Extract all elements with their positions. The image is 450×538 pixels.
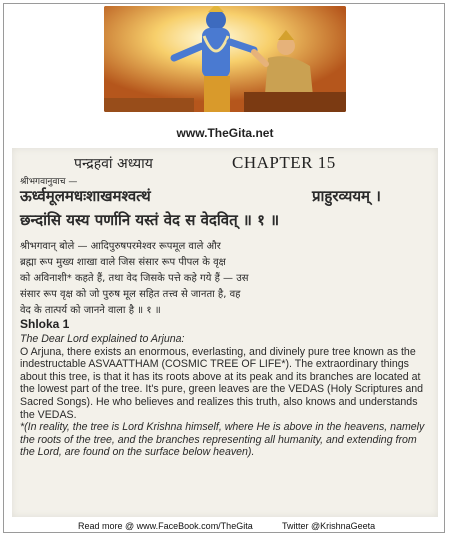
chariot-scene-illustration [104, 6, 346, 112]
translation-line: को अविनाशी* कहते हैं, तथा वेद जिसके पत्ते कहे गये हैं — उस [20, 273, 249, 284]
site-url[interactable]: www.TheGita.net [176, 126, 274, 140]
chapter-heading [12, 152, 438, 172]
translation-line: संसार रूप वृक्ष को जो पुरुष मूल सहित तत्त्व से जानता है, वह [20, 289, 241, 300]
chapter-title-english: CHAPTER 15 [232, 153, 336, 172]
verse-line-1: ऊर्ध्वमूलमधःशाखमश्वत्थं [20, 187, 151, 205]
facebook-link[interactable]: Read more @ www.FaceBook.com/TheGita [78, 521, 253, 531]
speaker-label: श्रीभगवानुवाच — [20, 177, 78, 187]
translation-line: श्रीभगवान् बोले — आदिपुरुषपरमेश्वर रूपमूल वाले और [20, 241, 221, 252]
english-commentary [20, 333, 434, 459]
shloka-label: Shloka 1 [20, 317, 70, 331]
footnote-paragraph: *(In reality, the tree is Lord Krishna himself, where He is above in the heavens, namely the roots of the tree, and the branches representing all humanity, and extending from the Lord, are found on the surface below heaven). [20, 421, 425, 459]
scripture-page [12, 148, 438, 517]
krishna-arjuna-image [104, 6, 346, 112]
translation-line: ब्रह्मा रूप मुख्य शाखा वाले जिस संसार रूप पीपल के वृक्ष [20, 257, 226, 268]
verse-line-1-end: प्राहुरव्ययम् । [312, 187, 381, 205]
translation-line: वेद के तात्पर्य को जानने वाला है ॥ १ ॥ [20, 305, 161, 316]
lead-line: The Dear Lord explained to Arjuna: [20, 333, 185, 345]
twitter-link[interactable]: Twitter @KrishnaGeeta [282, 521, 376, 531]
footer [0, 521, 450, 535]
verse-line-2: छन्दांसि यस्य पर्णानि यस्तं वेद स वेदवित् ॥ १ ॥ [20, 211, 280, 229]
chapter-title-hindi: पन्द्रहवां अध्याय [74, 156, 153, 172]
body-paragraph: O Arjuna, there exists an enormous, everlasting, and divinely pure tree known as the indestructable ASVAATTHAM (COSMIC TREE OF LIFE*). The extraordinary things about this tree, is that it has its roots above at its peak and its branches are located at the lowest part of the tree. It's pure, green leaves are the VEDAS (Holy Scriptures and Sacred Songs). He who believes and realizes this truth, also knows and understands the VEDAS. [20, 345, 424, 421]
